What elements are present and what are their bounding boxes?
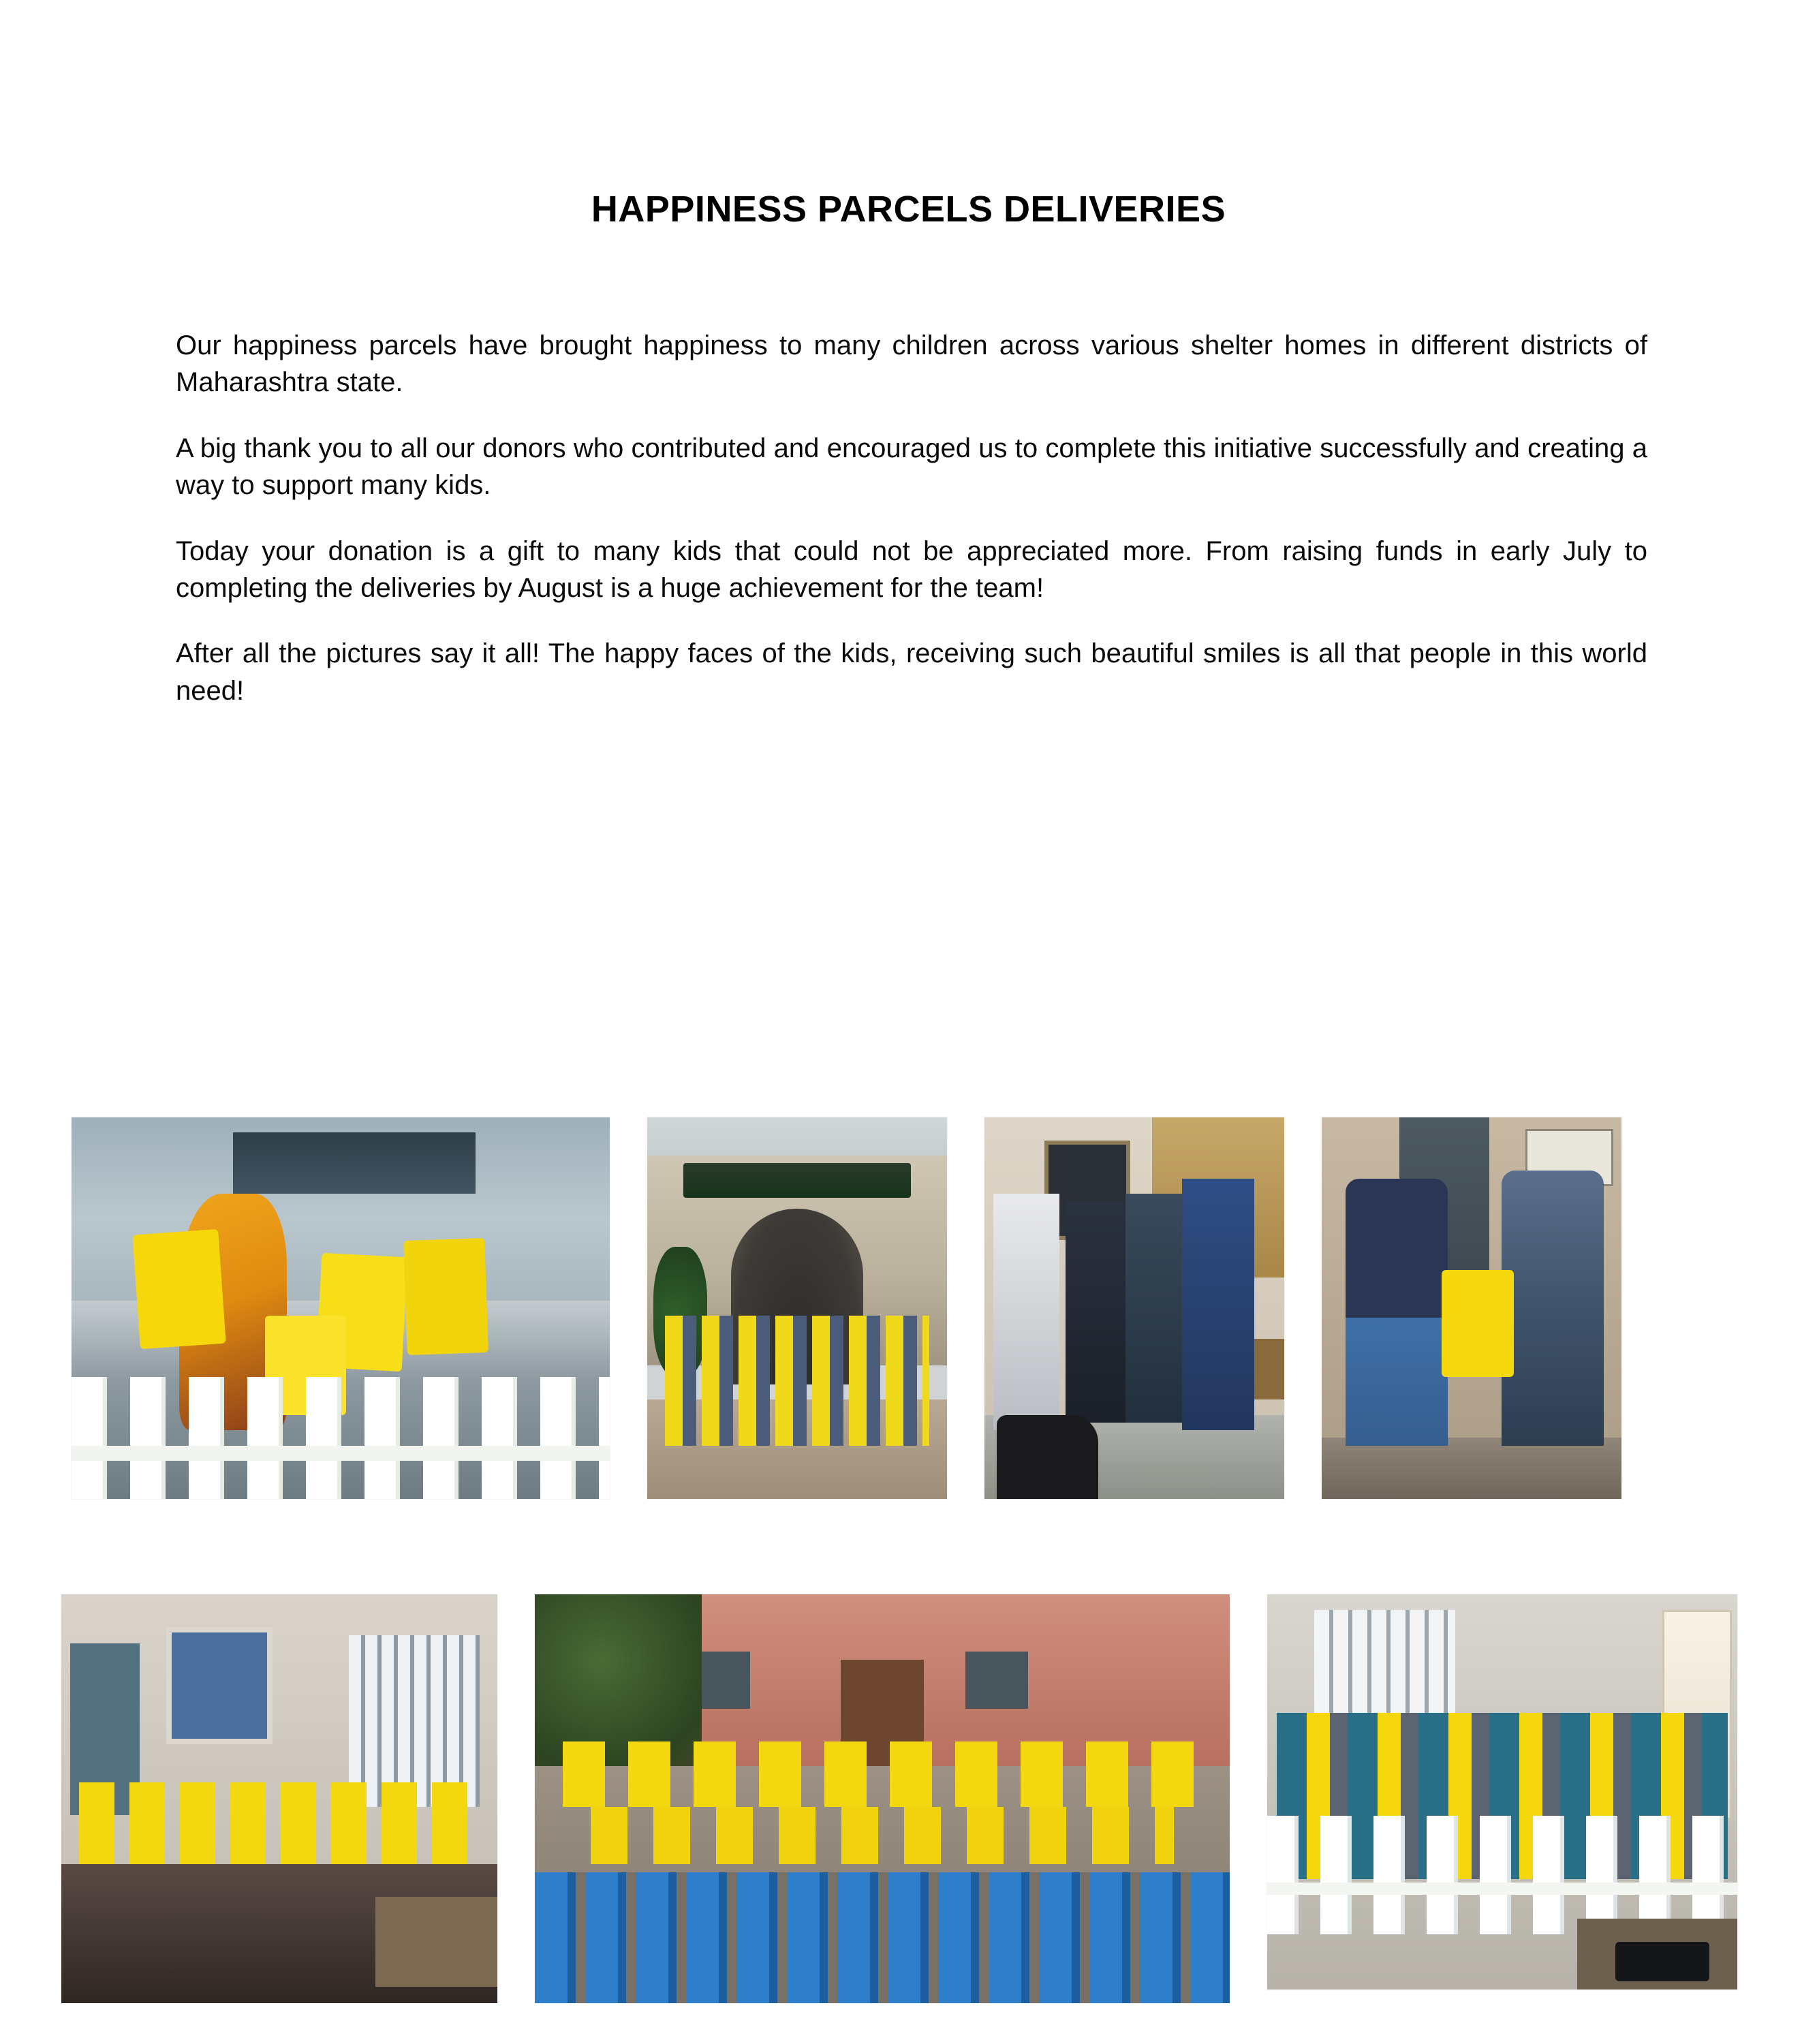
photo-row-1 xyxy=(72,1117,1621,1499)
photo-hall-kids-behind-fence xyxy=(1267,1594,1737,1989)
photo-office-handover xyxy=(984,1117,1284,1499)
photo-courtyard-kids-raising-bags xyxy=(535,1594,1230,2003)
photo-two-people-with-bag xyxy=(1322,1117,1621,1499)
photo-kids-behind-white-fence xyxy=(72,1117,610,1499)
photo-group-under-arch-gate xyxy=(647,1117,947,1499)
body-copy xyxy=(176,327,1647,709)
paragraph-3: Today your donation is a gift to many kids that could not be appreciated more. From raising funds in early July to completing the deliveries by August is a huge achievement for the team! xyxy=(176,536,1647,603)
photo-row-2 xyxy=(61,1594,1737,2003)
paragraph-1: Our happiness parcels have brought happiness to many children across various shelter homes in different districts of Maharashtra state. xyxy=(176,330,1647,398)
page-title: HAPPINESS PARCELS DELIVERIES xyxy=(591,189,1226,230)
paragraph-4: After all the pictures say it all! The happy faces of the kids, receiving such beautiful smiles is all that people in this world need! xyxy=(176,638,1647,706)
paragraph-2: A big thank you to all our donors who contributed and encouraged us to complete this initiative successfully and creating a way to support many kids. xyxy=(176,433,1647,501)
photo-indoor-group-with-bags xyxy=(61,1594,497,2003)
